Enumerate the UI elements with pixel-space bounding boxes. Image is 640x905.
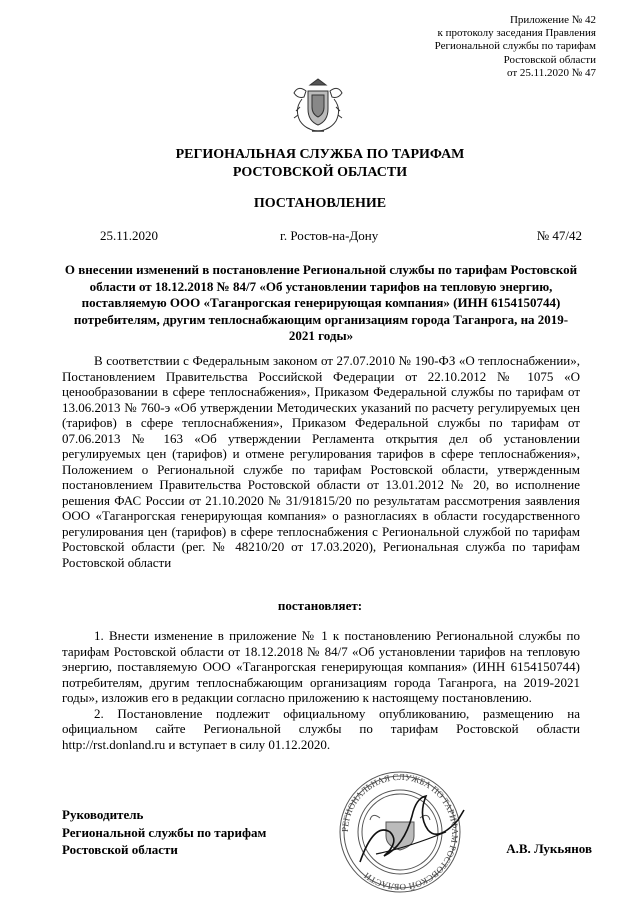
appendix-line: Региональной службы по тарифам	[434, 40, 596, 53]
appendix-line: к протоколу заседания Правления	[437, 27, 596, 40]
org-name-line: РЕГИОНАЛЬНАЯ СЛУЖБА ПО ТАРИФАМ	[175, 147, 465, 162]
seal-text: РЕГИОНАЛЬНАЯ СЛУЖБА ПО ТАРИФАМ РОСТОВСКОЙ ОБЛАСТИ	[339, 771, 461, 893]
appendix-line: Ростовской области	[503, 53, 596, 66]
preamble-paragraph: В соответствии с Федеральным законом от 27.07.2010 № 190-ФЗ «О теплоснабжении», Постановлением Правительства Российской Федерации от 22.10.2012 № 1075 «О ценообразовании в сфере теплоснабжения», Приказом Федеральной службы по тарифам от 13.06.2013 № 760-э «Об утверждении Методических указаний по расчету регулируемых цен (тарифов) в сфере теплоснабжения», Приказом Федеральной службы по тарифам от 07.06.2013 № 163 «Об утверждении Регламента открытия дел об установлении регулируемых цен (тарифов) и отмене регулирования тарифов в сфере теплоснабжения», Положением о Региональной службе по тарифам Ростовской области, утвержденным постановлением Правительства Ростовской области от 13.01.2012 № 20, во исполнение решения ФАС России от 21.10.2020 № 31/91815/20 по результатам рассмотрения заявления ООО «Таганрогская генерирующая компания» о разногласиях в области государственного регулирования цен (тарифов) в сфере теплоснабжения с Региональной службой по тарифам Ростовской области (рег. № 48210/20 от 17.03.2020), Региональная служба по тарифам Ростовской области	[62, 353, 580, 570]
signatory-title-line: Региональной службы по тарифам	[62, 824, 267, 840]
org-name-line: РОСТОВСКОЙ ОБЛАСТИ	[232, 165, 408, 180]
appendix-line: Приложение № 42	[509, 14, 596, 26]
decree-item: 1. Внести изменение в приложение № 1 к постановлению Региональной службы по тарифам Ростовской области от 18.12.2018 № 84/7 «Об установлении тарифов на тепловую энергию, поставляемую ООО «Таганрогская генерирующая компания» (ИНН 6154150744) потребителям, другим теплоснабжающим организациям города Таганрога, на 2019-2021 годы», изложив его в редакции согласно приложению к настоящему постановлению.	[62, 628, 580, 705]
document-city: г. Ростов-на-Дону	[280, 228, 379, 243]
coat-of-arms-icon	[290, 77, 346, 137]
official-seal-icon	[320, 768, 480, 896]
signatory-title-line: Руководитель	[62, 807, 144, 822]
signatory-title-line: Ростовской области	[62, 842, 178, 857]
document-number: № 47/42	[536, 228, 582, 243]
signatory-name: А.В. Лукьянов	[506, 841, 592, 856]
document-date: 25.11.2020	[100, 228, 159, 243]
org-name	[0, 146, 640, 182]
appendix-note	[435, 14, 596, 80]
decree-word: постановляет:	[277, 598, 363, 613]
appendix-line: от 25.11.2020 № 47	[507, 66, 596, 79]
document-type: ПОСТАНОВЛЕНИЕ	[253, 196, 387, 211]
signatory-title	[62, 806, 266, 859]
decree-item: 2. Постановление подлежит официальному опубликованию, размещению на официальном сайте Региональной службы по тарифам Ростовской области http://rst.donland.ru и вступает в силу 01.12.2020.	[62, 705, 580, 752]
document-subject: О внесении изменений в постановление Региональной службы по тарифам Ростовской области от 18.12.2018 № 84/7 «Об установлении тарифов на тепловую энергию, поставляемую ООО «Таганрогская генерирующая компания» (ИНН 6154150744) потребителям, другим теплоснабжающим организациям города Таганрога, на 2019-2021 годы»	[64, 262, 578, 343]
decree-items	[62, 628, 580, 752]
